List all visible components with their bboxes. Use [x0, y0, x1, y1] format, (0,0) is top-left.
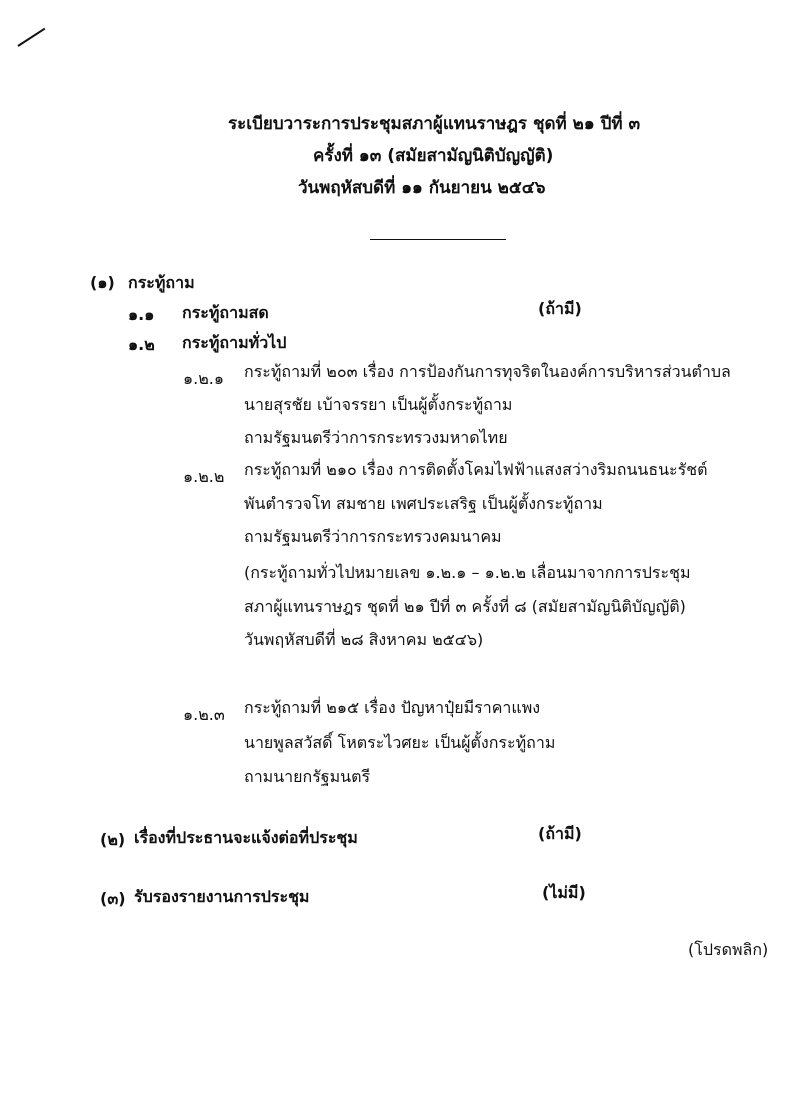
section1-1-title: กระทู้ถามสด — [182, 303, 269, 322]
section1-1-note: (ถ้ามี) — [538, 299, 582, 318]
section1-2-number: ๑.๒ — [128, 335, 155, 354]
section2-title: เรื่องที่ประธานจะแจ้งต่อที่ประชุม — [134, 828, 358, 847]
section3-note: (ไม่มี) — [542, 883, 586, 902]
question-item-line: กระทู้ถามที่ ๒๐๓ เรื่อง การป้องกันการทุจริตในองค์การบริหารส่วนตำบล — [244, 362, 731, 381]
section1-1-number: ๑.๑ — [128, 305, 155, 324]
question-item-line: ถามนายกรัฐมนตรี — [244, 767, 371, 786]
question-item-number: ๑.๒.๑ — [183, 369, 225, 388]
turn-over-note: (โปรดพลิก) — [688, 940, 769, 959]
question-item-line: ถามรัฐมนตรีว่าการกระทรวงมหาดไทย — [244, 428, 508, 447]
section1-2-title: กระทู้ถามทั่วไป — [182, 333, 287, 352]
agenda-title-line1: ระเบียบวาระการประชุมสภาผู้แทนราษฎร ชุดที่ ๒๑ ปีที่ ๓ — [228, 114, 641, 134]
question-item-line: นายพูลสวัสดิ์ โหตระไวศยะ เป็นผู้ตั้งกระทู้ถาม — [244, 733, 556, 752]
question-item-line: กระทู้ถามที่ ๒๑๐ เรื่อง การติดตั้งโคมไฟฟ้าแสงสว่างริมถนนธนะรัชต์ — [244, 460, 708, 479]
question-item-number: ๑.๒.๓ — [183, 705, 225, 724]
section2-note: (ถ้ามี) — [538, 824, 582, 843]
question-item-line: กระทู้ถามที่ ๒๑๕ เรื่อง ปัญหาปุ๋ยมีราคาแพง — [244, 698, 541, 717]
question-item-line: นายสุรชัย เบ้าจรรยา เป็นผู้ตั้งกระทู้ถาม — [244, 395, 513, 414]
pen-mark — [17, 28, 45, 47]
section2-number: (๒) — [100, 830, 126, 849]
section1-number: (๑) — [90, 273, 115, 292]
question-item-line: สภาผู้แทนราษฎร ชุดที่ ๒๑ ปีที่ ๓ ครั้งที่ ๘ (สมัยสามัญนิติบัญญัติ) — [244, 597, 686, 616]
question-item-line: วันพฤหัสบดีที่ ๒๘ สิงหาคม ๒๕๔๖) — [244, 630, 484, 649]
question-item-line: พันตำรวจโท สมชาย เพศประเสริฐ เป็นผู้ตั้งกระทู้ถาม — [244, 494, 603, 513]
section3-title: รับรองรายงานการประชุม — [134, 887, 310, 906]
agenda-title-line3: วันพฤหัสบดีที่ ๑๑ กันยายน ๒๕๔๖ — [298, 178, 546, 198]
question-item-line: (กระทู้ถามทั่วไปหมายเลข ๑.๒.๑ – ๑.๒.๒ เลื่อนมาจากการประชุม — [244, 563, 691, 582]
question-item-line: ถามรัฐมนตรีว่าการกระทรวงคมนาคม — [244, 527, 502, 546]
agenda-title-line2: ครั้งที่ ๑๓ (สมัยสามัญนิติบัญญัติ) — [313, 146, 554, 166]
title-divider — [370, 239, 506, 240]
section3-number: (๓) — [100, 889, 126, 908]
question-item-number: ๑.๒.๒ — [183, 467, 225, 486]
section1-title: กระทู้ถาม — [128, 273, 195, 292]
